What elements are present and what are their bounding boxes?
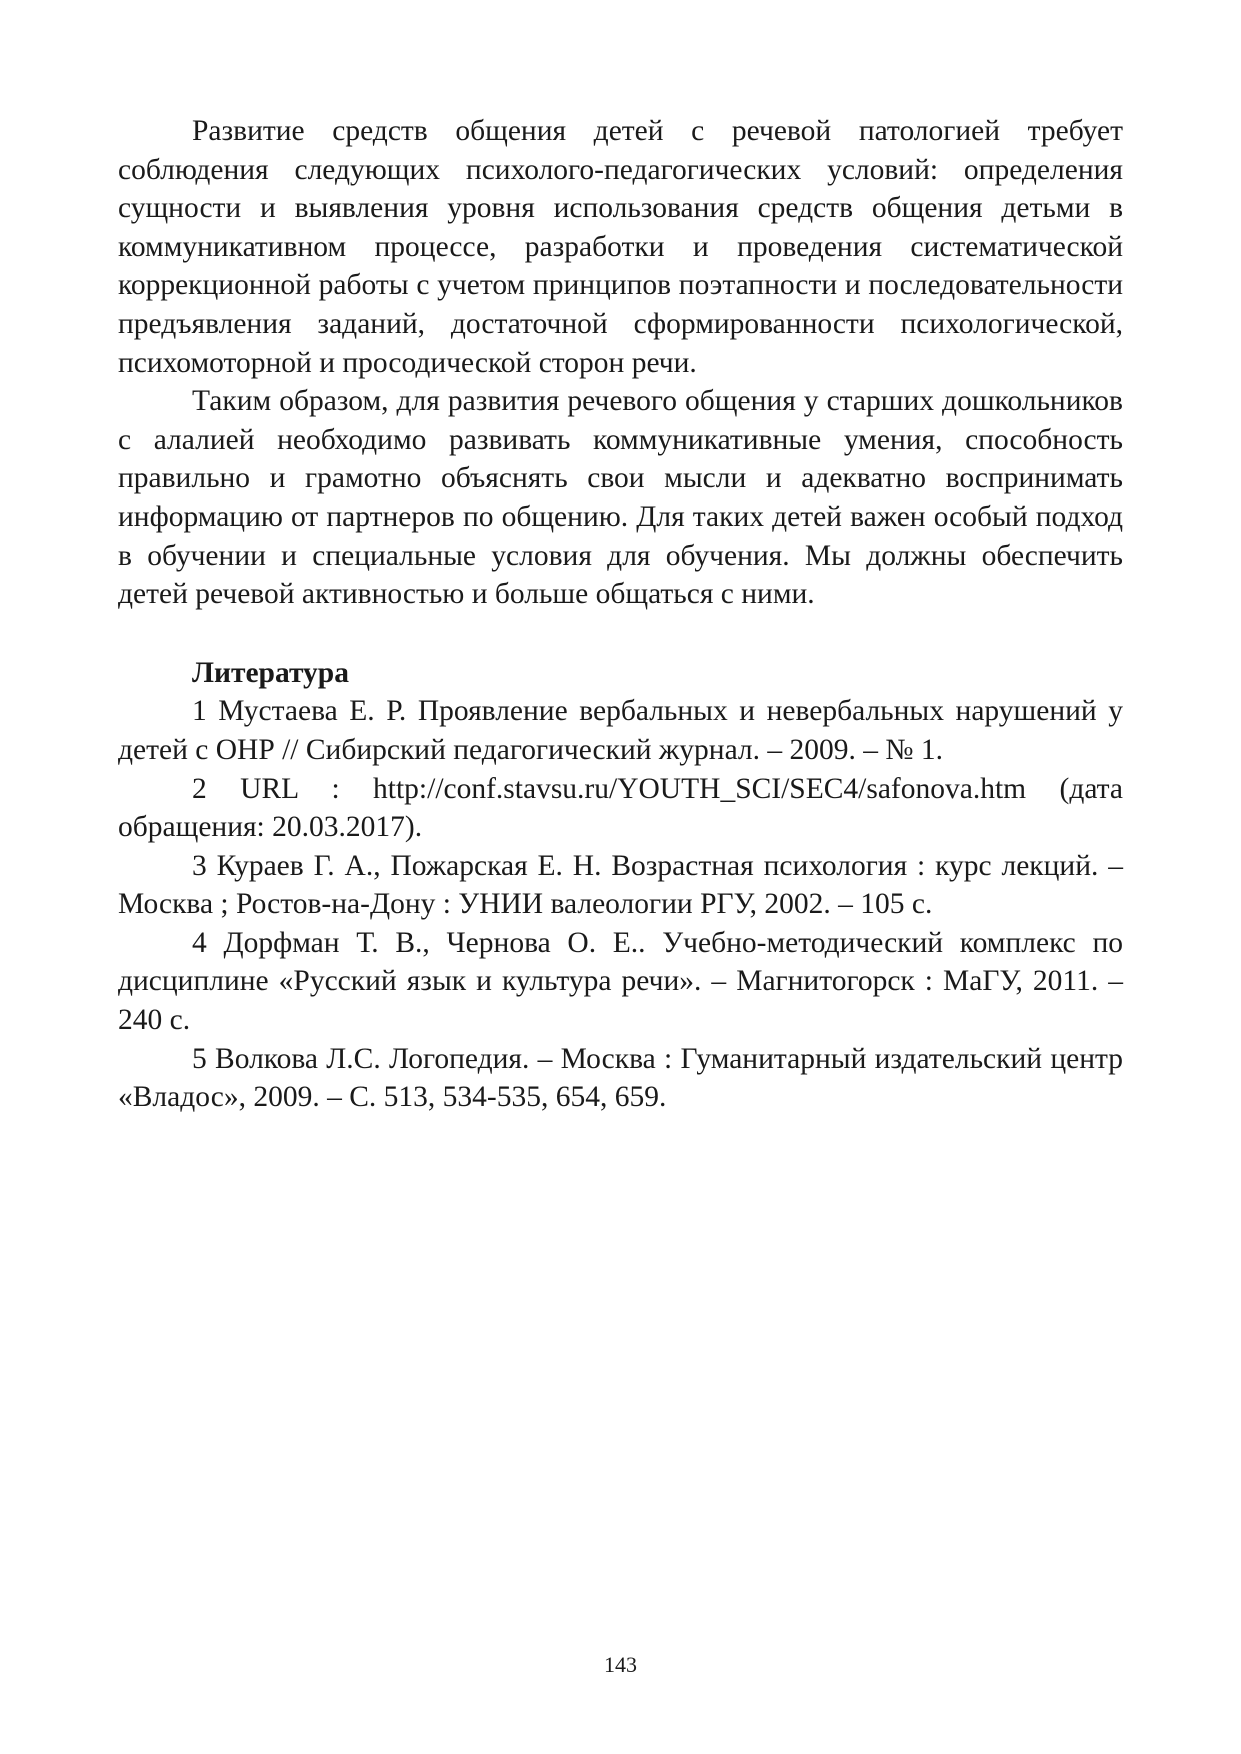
- references-heading: Литература: [192, 656, 349, 689]
- body-paragraph-2: Таким образом, для развития речевого общения у старших дошкольников с алалией необходимо развивать коммуникативные умения, способность правильно и грамотно объяснять свои мысли и адекватно воспринимать информацию от партнеров по общению. Для таких детей важен особый подход в обучении и специальные условия для обучения. Мы должны обеспечить детей речевой активностью и больше общаться с ними.: [118, 385, 1123, 611]
- page-content: [118, 112, 1123, 1117]
- reference-item-2: 2 URL : http://conf.stavsu.ru/YOUTH_SCI/SEC4/safonova.htm (дата обращения: 20.03.2017).: [118, 772, 1123, 844]
- reference-item-5: 5 Волкова Л.С. Логопедия. – Москва : Гуманитарный издательский центр «Владос», 2009. – С. 513, 534-535, 654, 659.: [118, 1042, 1123, 1114]
- body-paragraph-1: Развитие средств общения детей с речевой патологией требует соблюдения следующих психолого-педагогических условий: определения сущности и выявления уровня использования средств общения детьми в коммуникативном процессе, разработки и проведения систематической коррекционной работы с учетом принципов поэтапности и последовательности предъявления заданий, достаточной сформированности психологической, психомоторной и просодической сторон речи.: [118, 115, 1123, 379]
- reference-item-3: 3 Кураев Г. А., Пожарская Е. Н. Возрастная психология : курс лекций. – Москва ; Ростов-на-Дону : УНИИ валеологии РГУ, 2002. – 105 с.: [118, 849, 1123, 921]
- reference-item-4: 4 Дорфман Т. В., Чернова О. Е.. Учебно-методический комплекс по дисциплине «Русский язык и культура речи». – Магнитогорск : МаГУ, 2011. – 240 с.: [118, 926, 1123, 1037]
- reference-item-1: 1 Мустаева Е. Р. Проявление вербальных и невербальных нарушений у детей с ОНР // Сибирский педагогический журнал. – 2009. – № 1.: [118, 695, 1123, 766]
- page-number: 143: [604, 1652, 637, 1677]
